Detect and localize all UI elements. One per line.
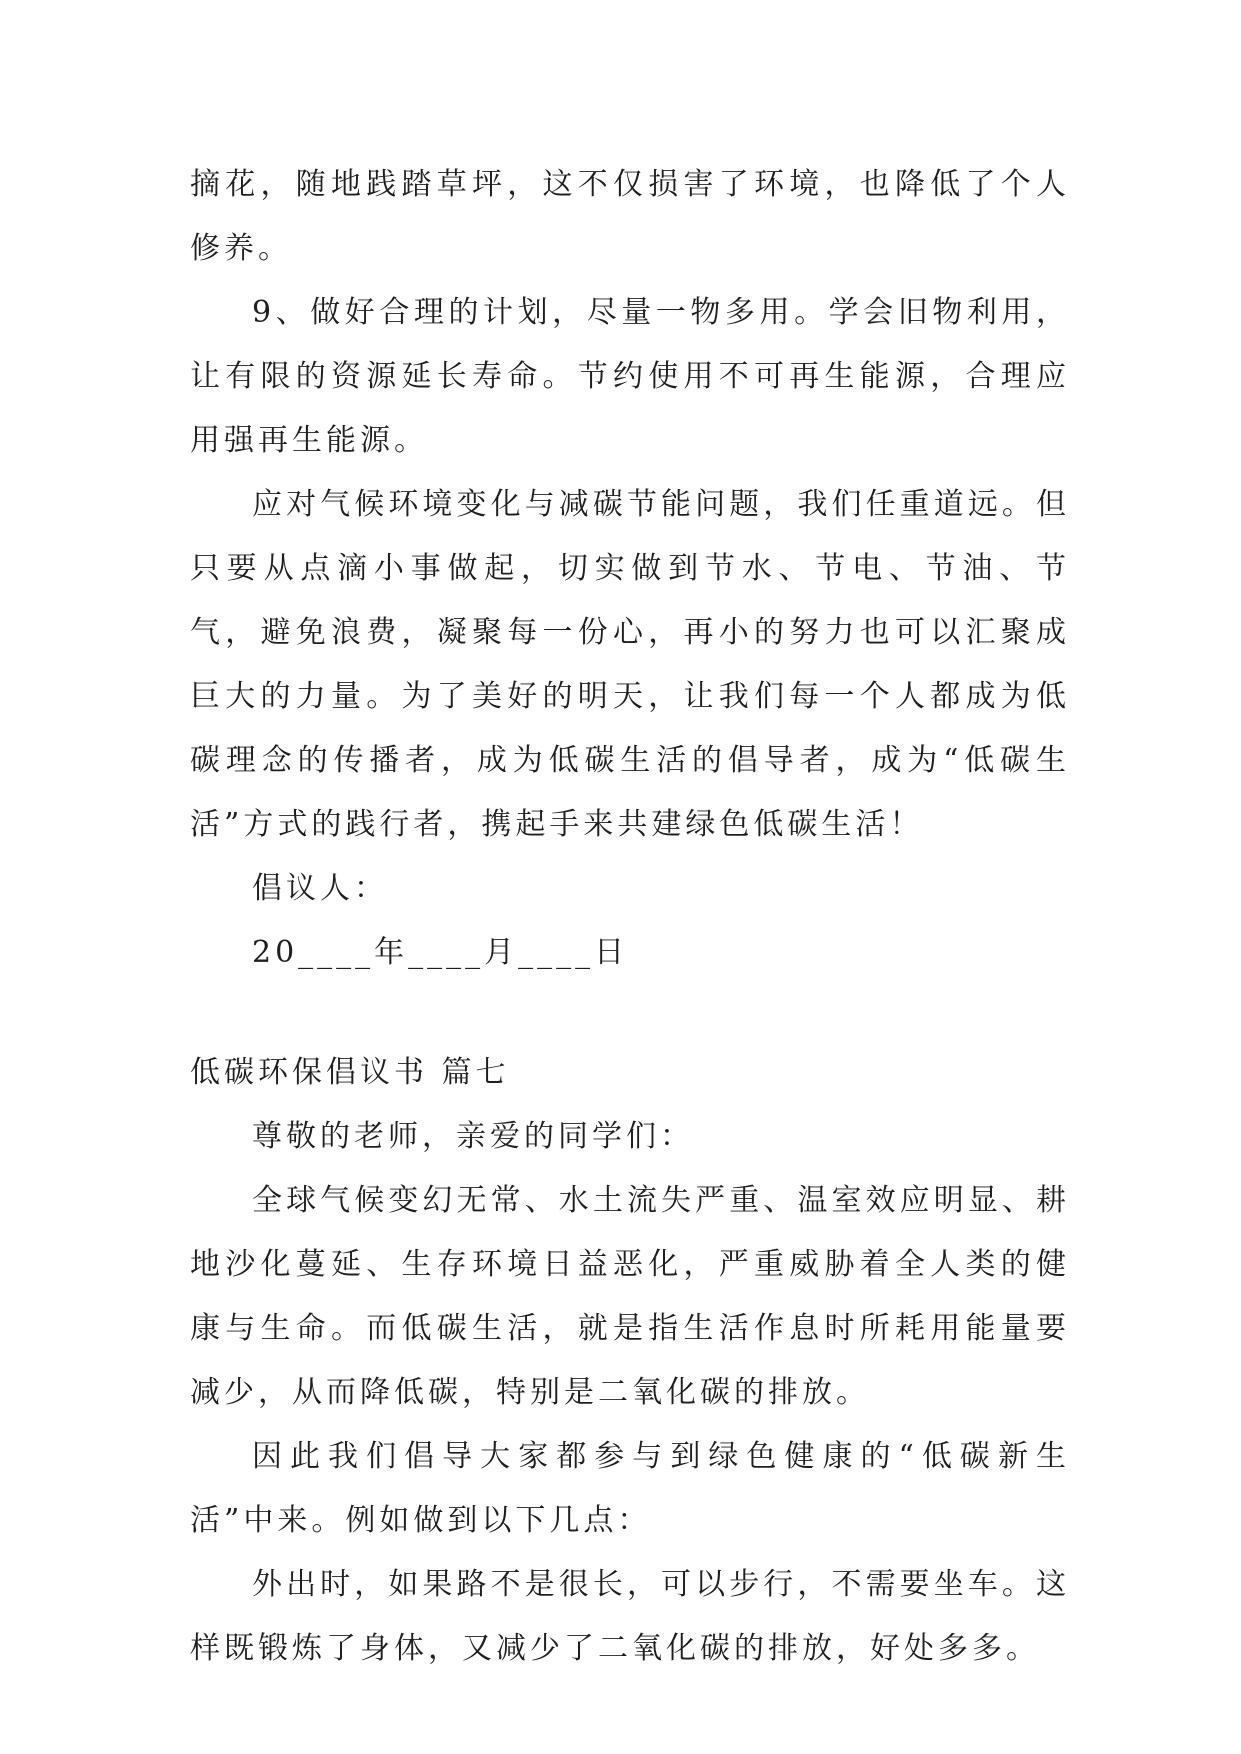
document-body: [190, 153, 1070, 1681]
salutation: 尊敬的老师，亲爱的同学们：: [252, 1119, 694, 1154]
paragraph-item-9: 9、做好合理的计划，尽量一物多用。学会旧物利用，让有限的资源延长寿命。节约使用不可再生能源，合理应用强再生能源。: [190, 295, 1070, 458]
section-heading: 低碳环保倡议书 篇七: [190, 1055, 510, 1090]
date-line: 20____年____月____日: [252, 935, 629, 970]
paragraph-continued: 摘花，随地践踏草坪，这不仅损害了环境，也降低了个人修养。: [190, 167, 1070, 266]
paragraph-walking: 外出时，如果路不是很长，可以步行，不需要坐车。这样既锻炼了身体，又减少了二氧化碳的排放，好处多多。: [190, 1567, 1070, 1666]
paragraph-climate: 全球气候变幻无常、水土流失严重、温室效应明显、耕地沙化蔓延、生存环境日益恶化，严重威胁着全人类的健康与生命。而低碳生活，就是指生活作息时所耗用能量要减少，从而降低碳，特别是二氧化碳的排放。: [190, 1183, 1070, 1410]
section-gap: [190, 985, 1070, 1041]
signature-label: 倡议人：: [252, 871, 388, 906]
paragraph-conclusion: 应对气候环境变化与减碳节能问题，我们任重道远。但只要从点滴小事做起，切实做到节水、节电、节油、节气，避免浪费，凝聚每一份心，再小的努力也可以汇聚成巨大的力量。为了美好的明天，让我们每一个人都成为低碳理念的传播者，成为低碳生活的倡导者，成为“低碳生活”方式的践行者，携起手来共建绿色低碳生活！: [190, 487, 1070, 842]
paragraph-advocacy: 因此我们倡导大家都参与到绿色健康的“低碳新生活”中来。例如做到以下几点：: [190, 1439, 1070, 1538]
